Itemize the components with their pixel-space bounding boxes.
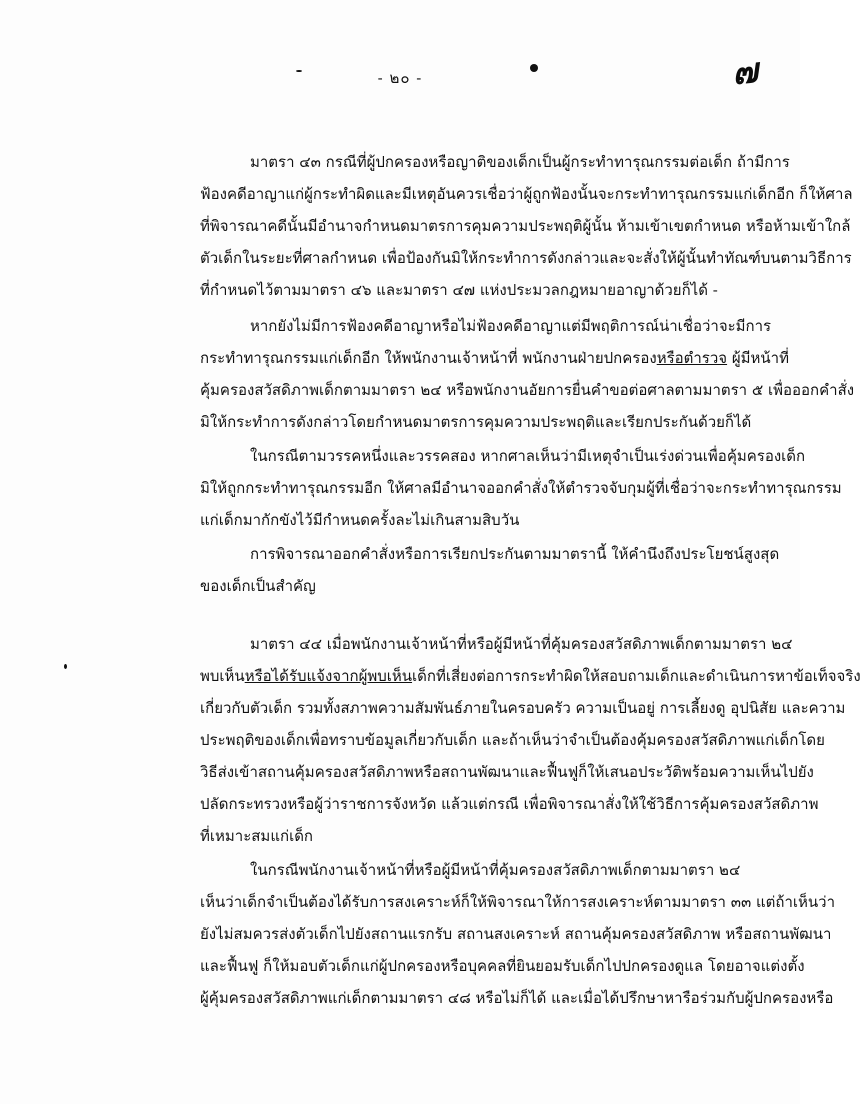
text-segment: ผู้มีหน้าที่ bbox=[727, 349, 789, 367]
text-segment: พบเห็น bbox=[200, 667, 245, 685]
text-line: ปลัดกระทรวงหรือผู้ว่าราชการจังหวัด แล้วแต่กรณี เพื่อพิจารณาสั่งให้ใช้วิธีการคุ้มครองสวัสดิภาพ bbox=[200, 795, 819, 813]
handwritten-page-mark: ๗ bbox=[730, 50, 760, 94]
text-line: ยังไม่สมควรส่งตัวเด็กไปยังสถานแรกรับ สถานสงเคราะห์ สถานคุ้มครองสวัสดิภาพ หรือสถานพัฒนา bbox=[200, 925, 832, 943]
text-line: มาตรา ๔๔ เมื่อพนักงานเจ้าหน้าที่หรือผู้มีหน้าที่คุ้มครองสวัสดิภาพเด็กตามมาตรา ๒๔ bbox=[250, 635, 793, 653]
text-line: และฟื้นฟู ก็ให้มอบตัวเด็กแก่ผู้ปกครองหรือบุคคลที่ยินยอมรับเด็กไปปกครองดูแล โดยอาจแต่งตั้ง bbox=[200, 957, 805, 975]
text-line: ที่กำหนดไว้ตามมาตรา ๔๖ และมาตรา ๔๗ แห่งประมวลกฎหมายอาญาด้วยก็ได้ - bbox=[200, 281, 718, 299]
text-line: มิให้กระทำการดังกล่าวโดยกำหนดมาตรการคุมความประพฤติและเรียกประกันด้วยก็ได้ bbox=[200, 413, 752, 431]
text-line bbox=[200, 348, 789, 368]
text-line: มิให้ถูกกระทำทารุณกรรมอีก ให้ศาลมีอำนาจออกคำสั่งให้ตำรวจจับกุมผู้ที่เชื่อว่าจะกระทำทารุณกรรม bbox=[200, 479, 842, 497]
text-line: ตัวเด็กในระยะที่ศาลกำหนด เพื่อป้องกันมิให้กระทำการดังกล่าวและจะสั่งให้ผู้นั้นทำทัณฑ์บนตามวิธีการ bbox=[200, 249, 852, 267]
text-line: เห็นว่าเด็กจำเป็นต้องได้รับการสงเคราะห์ก็ให้พิจารณาให้การสงเคราะห์ตามมาตรา ๓๓ แต่ถ้าเห็นว่า bbox=[200, 893, 836, 911]
text-line: ที่เหมาะสมแก่เด็ก bbox=[200, 827, 314, 845]
scan-speck bbox=[296, 70, 302, 72]
underlined-text: หรือตำรวจ bbox=[656, 349, 728, 367]
text-line: คุ้มครองสวัสดิภาพเด็กตามมาตรา ๒๔ หรือพนักงานอัยการยื่นคำขอต่อศาลตามมาตรา ๕ เพื่อออกคำสั่ง bbox=[200, 381, 855, 399]
scan-speck bbox=[64, 664, 67, 669]
text-line: ประพฤติของเด็กเพื่อทราบข้อมูลเกี่ยวกับเด็ก และถ้าเห็นว่าจำเป็นต้องคุ้มครองสวัสดิภาพแก่เด็กโดย bbox=[200, 731, 825, 749]
text-line bbox=[200, 666, 861, 686]
text-line: ในกรณีตามวรรคหนึ่งและวรรคสอง หากศาลเห็นว่ามีเหตุจำเป็นเร่งด่วนเพื่อคุ้มครองเด็ก bbox=[250, 447, 806, 465]
text-line: การพิจารณาออกคำสั่งหรือการเรียกประกันตามมาตรานี้ ให้คำนึงถึงประโยชน์สูงสุด bbox=[250, 545, 780, 563]
scan-speck bbox=[530, 64, 538, 72]
text-segment: กระทำทารุณกรรมแก่เด็กอีก ให้พนักงานเจ้าหน้าที่ พนักงานฝ่ายปกครอง bbox=[200, 349, 657, 367]
underlined-text: หรือได้รับแจ้งจากผู้พบเห็น bbox=[244, 667, 413, 685]
page-number: - ๒๐ - bbox=[377, 69, 423, 87]
text-line: ที่พิจารณาคดีนั้นมีอำนาจกำหนดมาตรการคุมความประพฤติผู้นั้น ห้ามเข้าเขตกำหนด หรือห้ามเข้าใกล้ bbox=[200, 217, 851, 235]
text-line: ผู้คุ้มครองสวัสดิภาพแก่เด็กตามมาตรา ๔๘ หรือไม่ก็ได้ และเมื่อได้ปรึกษาหารือร่วมกับผู้ปกครองหรือ bbox=[200, 989, 834, 1007]
text-line: ฟ้องคดีอาญาแก่ผู้กระทำผิดและมีเหตุอันควรเชื่อว่าผู้ถูกฟ้องนั้นจะกระทำทารุณกรรมแก่เด็กอีก ก็ให้ศาล bbox=[200, 185, 853, 203]
text-line: มาตรา ๔๓ กรณีที่ผู้ปกครองหรือญาติของเด็กเป็นผู้กระทำทารุณกรรมต่อเด็ก ถ้ามีการ bbox=[250, 153, 790, 171]
text-line: แก่เด็กมากักขังไว้มีกำหนดครั้งละไม่เกินสามสิบวัน bbox=[200, 511, 520, 529]
text-line: เกี่ยวกับตัวเด็ก รวมทั้งสภาพความสัมพันธ์ภายในครอบครัว ความเป็นอยู่ การเลี้ยงดู อุปนิสัย และความ bbox=[200, 699, 846, 717]
text-line: ของเด็กเป็นสำคัญ bbox=[200, 577, 316, 595]
text-line: วิธีส่งเข้าสถานคุ้มครองสวัสดิภาพหรือสถานพัฒนาและฟื้นฟูก็ให้เสนอประวัติพร้อมความเห็นไปยัง bbox=[200, 763, 814, 781]
text-line: ในกรณีพนักงานเจ้าหน้าที่หรือผู้มีหน้าที่คุ้มครองสวัสดิภาพเด็กตามมาตรา ๒๔ bbox=[250, 861, 741, 879]
text-segment: เด็กที่เสี่ยงต่อการกระทำผิดให้สอบถามเด็กและดำเนินการหาข้อเท็จจริง bbox=[412, 667, 861, 685]
text-line: หากยังไม่มีการฟ้องคดีอาญาหรือไม่ฟ้องคดีอาญาแต่มีพฤติการณ์น่าเชื่อว่าจะมีการ bbox=[250, 317, 772, 335]
